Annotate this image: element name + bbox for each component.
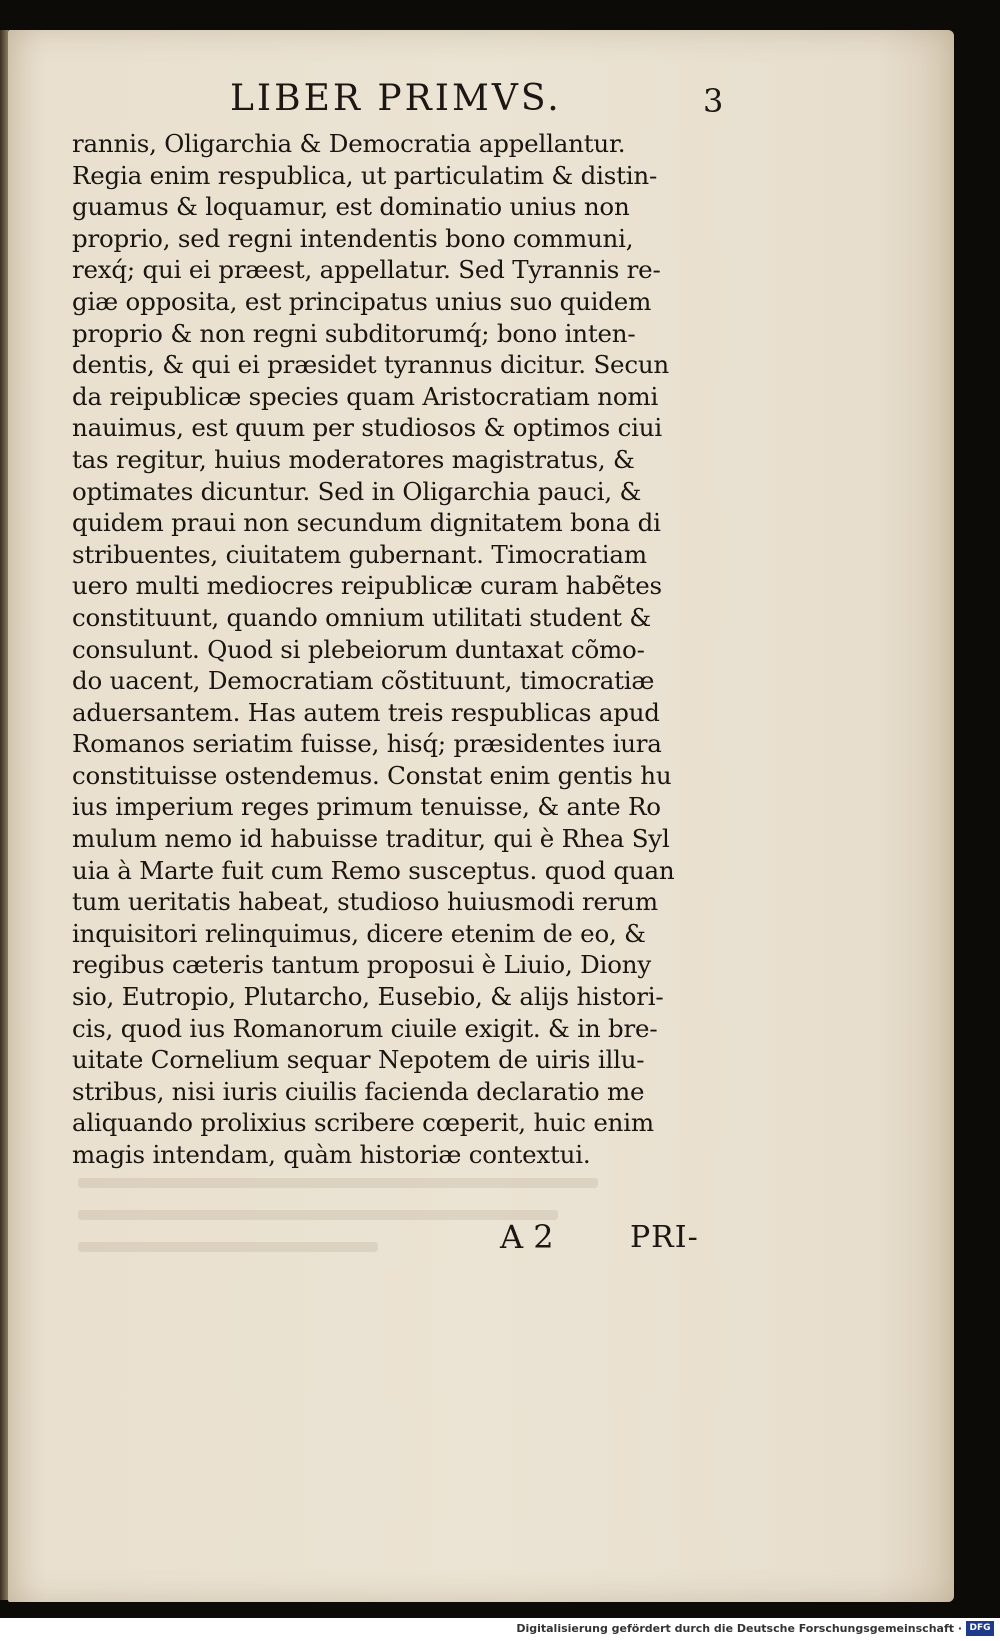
text-line: rannis, Oligarchia & Democratia appellantur.: [72, 129, 626, 158]
text-line: tum ueritatis habeat, studioso huiusmodi rerum: [72, 887, 658, 917]
dfg-logo-icon: DFG: [966, 1621, 994, 1636]
text-line: regibus cæteris tantum proposui è Liuio, Diony: [72, 950, 651, 980]
text-line: aliquando prolixius scribere cœperit, huic enim: [72, 1108, 654, 1138]
funding-credit: Digitalisierung gefördert durch die Deutsche Forschungsgemeinschaft ·: [516, 1622, 962, 1635]
text-line: stribus, nisi iuris ciuilis facienda declaratio me: [72, 1076, 645, 1106]
footer-bar: [0, 1618, 1000, 1641]
text-line: tas regitur, huius moderatores magistratus, &: [72, 444, 635, 474]
text-line: proprio, sed regni intendentis bono communi,: [72, 223, 634, 253]
text-line: rexq́; qui ei præest, appellatur. Sed Tyrannis re-: [72, 255, 661, 285]
bleed-through-shadow: [78, 1242, 378, 1252]
text-line: proprio & non regni subditorumq́; bono inten-: [72, 318, 636, 348]
page-number: 3: [703, 82, 724, 120]
running-head: LIBER PRIMVS.: [230, 78, 562, 119]
text-line: constituisse ostendemus. Constat enim gentis hu: [72, 760, 672, 790]
text-line: do uacent, Democratiam cõstituunt, timocratiæ: [72, 666, 655, 696]
text-line: inquisitori relinquimus, dicere etenim de eo, &: [72, 918, 646, 948]
text-line: uero multi mediocres reipublicæ curam habẽtes: [72, 571, 662, 601]
text-line: optimates dicuntur. Sed in Oligarchia pauci, &: [72, 476, 642, 506]
text-line: Romanos seriatim fuisse, hisq́; præsidentes iura: [72, 729, 662, 759]
text-line: sio, Eutropio, Plutarcho, Eusebio, & alijs histori-: [72, 982, 664, 1012]
adjacent-page-edge: [0, 30, 8, 1600]
text-line: uia à Marte fuit cum Remo susceptus. quod quan: [72, 855, 675, 885]
text-line: giæ opposita, est principatus unius suo quidem: [72, 286, 652, 316]
signature-mark: A 2: [500, 1218, 554, 1256]
text-line: constituunt, quando omnium utilitati student &: [72, 602, 652, 632]
text-line: ius imperium reges primum tenuisse, & ante Ro: [72, 792, 661, 822]
text-line: guamus & loquamur, est dominatio unius non: [72, 192, 630, 222]
body-text: [72, 128, 732, 1171]
text-line: dentis, & qui ei præsidet tyrannus dicitur. Secun: [72, 350, 670, 380]
text-line: aduersantem. Has autem treis respublicas apud: [72, 697, 660, 727]
text-line: mulum nemo id habuisse traditur, qui è Rhea Syl: [72, 824, 670, 854]
bleed-through-shadow: [78, 1178, 598, 1188]
text-line: Regia enim respublica, ut particulatim & distin-: [72, 160, 658, 190]
text-line: da reipublicæ species quam Aristocratiam nomi: [72, 381, 659, 411]
bleed-through-shadow: [78, 1210, 558, 1220]
text-line: consulunt. Quod si plebeiorum duntaxat cõmo-: [72, 634, 645, 664]
catchword: PRI-: [630, 1220, 699, 1255]
text-line: uitate Cornelium sequar Nepotem de uiris illu-: [72, 1045, 645, 1075]
text-line: quidem praui non secundum dignitatem bona di: [72, 508, 661, 538]
text-line: cis, quod ius Romanorum ciuile exigit. & in bre-: [72, 1013, 658, 1043]
text-line: stribuentes, ciuitatem gubernant. Timocratiam: [72, 539, 647, 569]
text-line: nauimus, est quum per studiosos & optimos ciui: [72, 413, 662, 443]
text-line: magis intendam, quàm historiæ contextui.: [72, 1140, 591, 1169]
